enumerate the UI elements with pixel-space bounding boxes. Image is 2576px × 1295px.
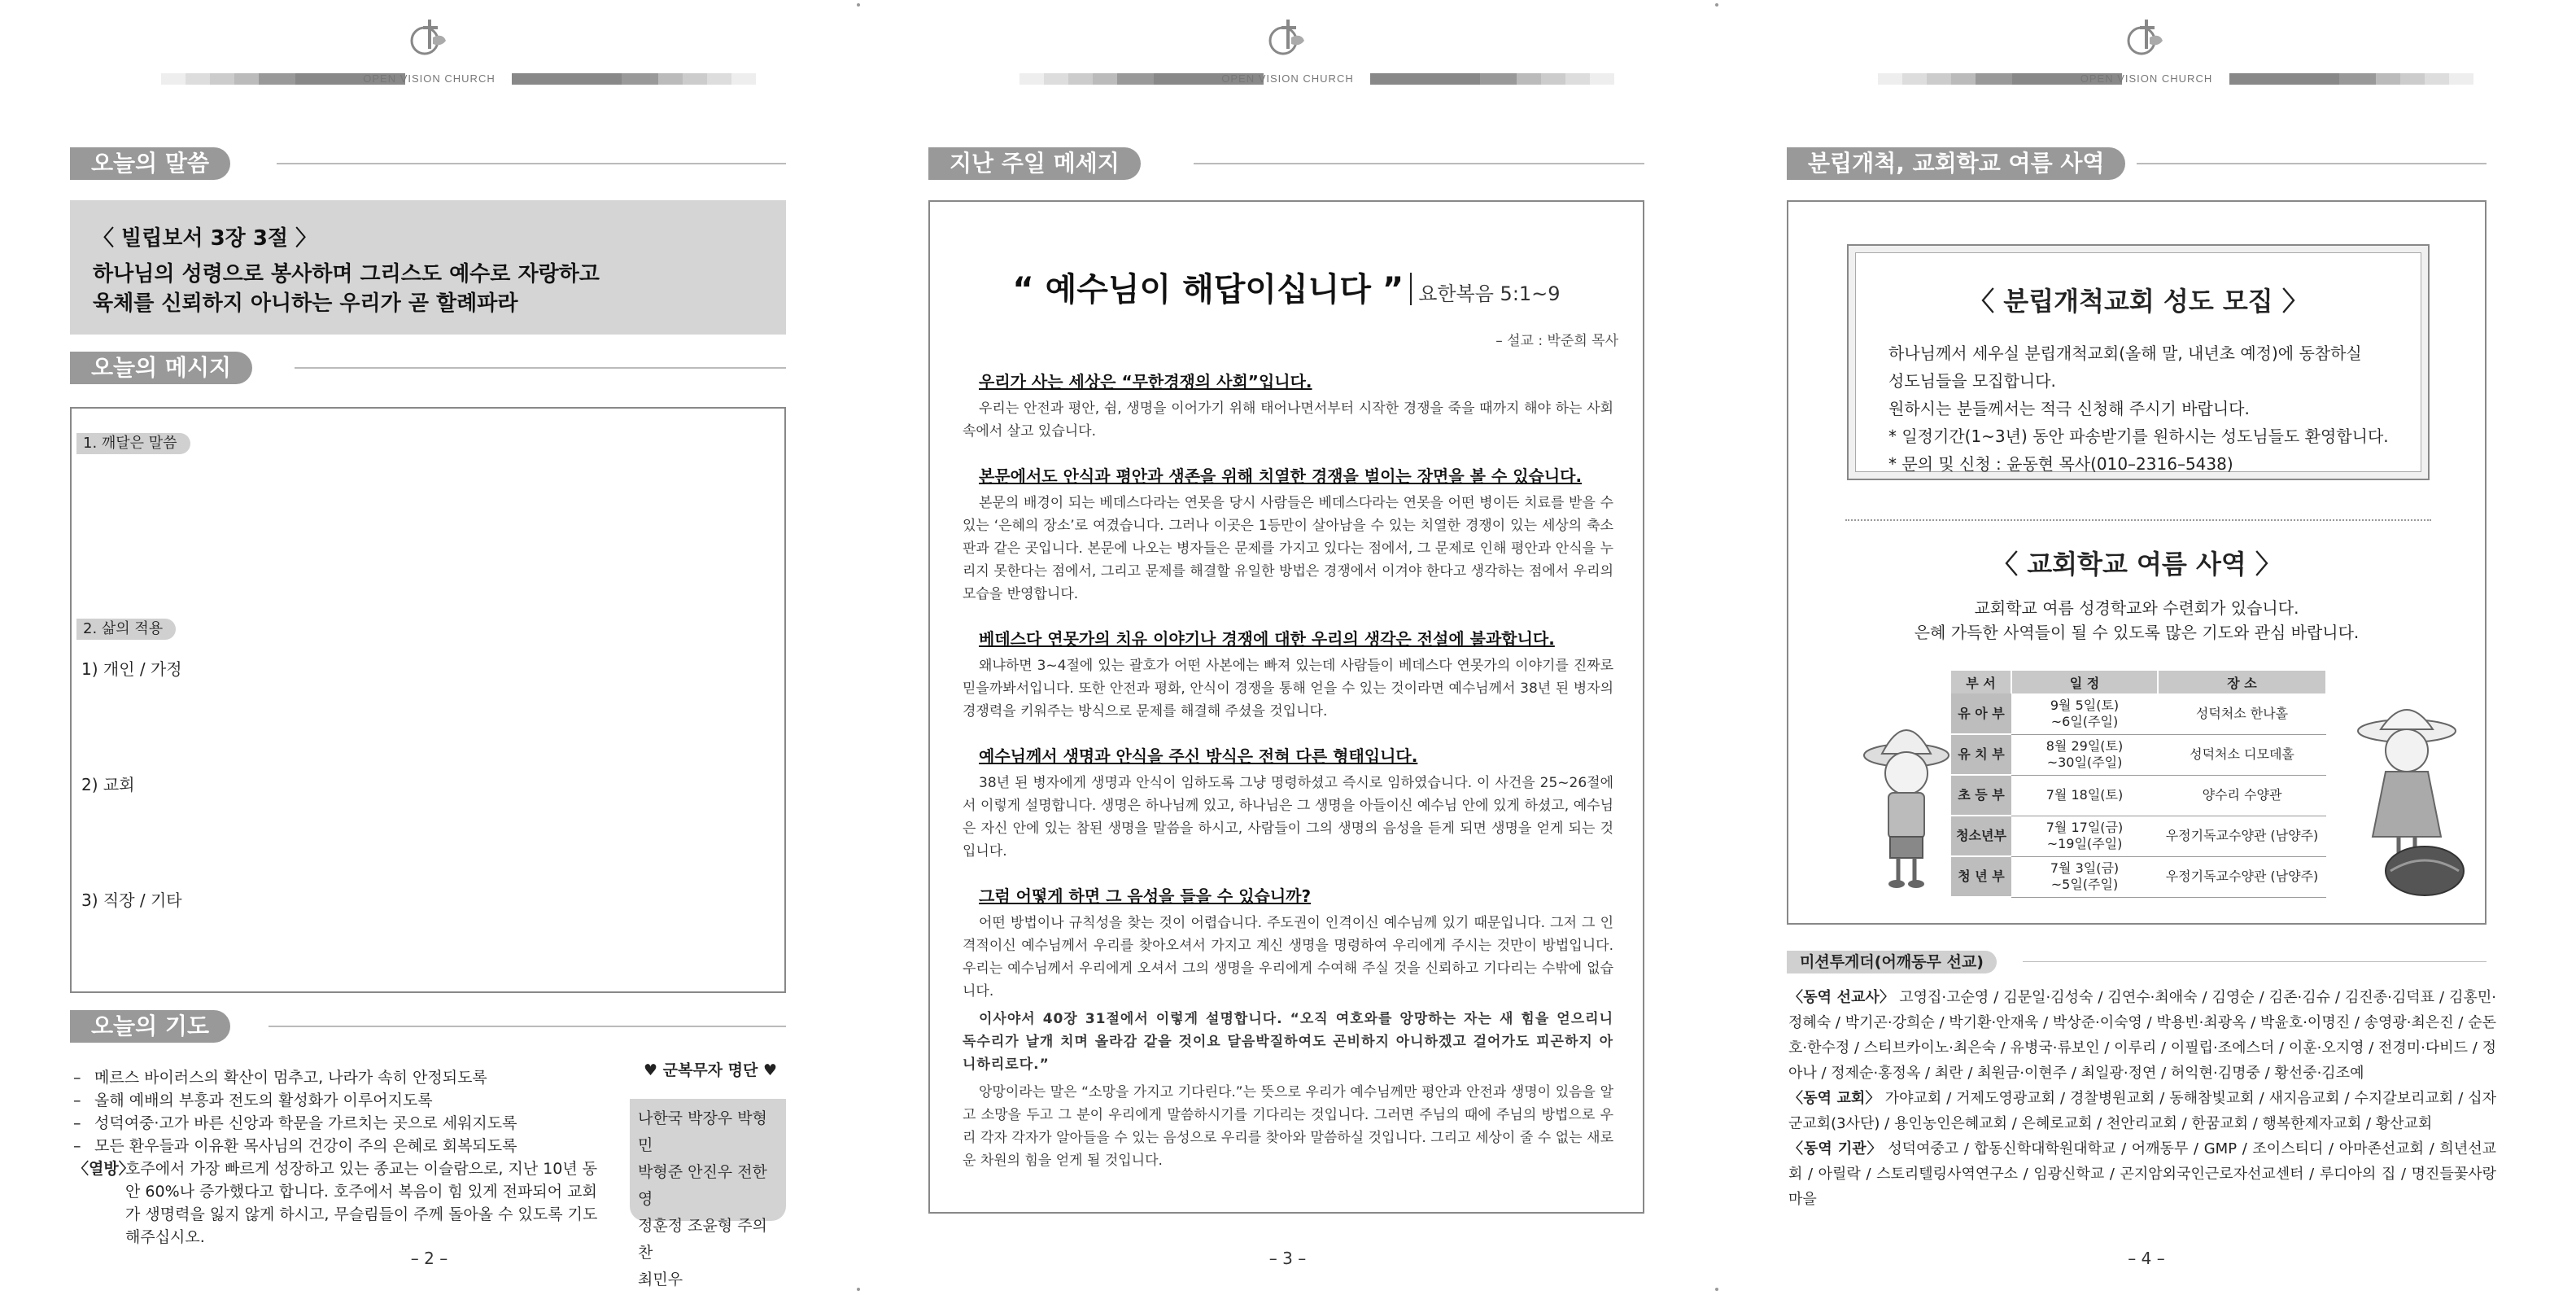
military-row: 박형준 안진우 전한영 — [638, 1163, 767, 1208]
page-4 — [1717, 0, 2576, 1295]
page-2 — [0, 0, 858, 1295]
kid-girl-illustration-icon — [2350, 690, 2472, 902]
table-row — [1951, 816, 2326, 856]
military-list-title: ♥ 군복무자 명단 ♥ — [643, 1061, 778, 1079]
school-desc-line: 교회학교 여름 성경학교와 수련회가 있습니다. — [1974, 598, 2299, 618]
mission-group-text: 성덕여중고 / 합동신학대학원대학교 / 어깨동무 / GMP / 조이스티디 / 아마존선교회 / 희년선교회 / 아릴락 / 스토리텔링사역연구소 / 임광신학교 / 곤지암외국인근로자선교센터 / 루디아의 집 / 명진들꽃사랑마을 — [1788, 1140, 2496, 1208]
place-cell: 우정기독교수양관 (남양주) — [2158, 856, 2326, 897]
dept-cell: 청 년 부 — [1951, 856, 2011, 897]
page-header — [858, 16, 1717, 85]
dept-cell: 청소년부 — [1951, 816, 2011, 856]
sermon-preacher: – 설교 : 박준희 목사 — [1495, 333, 1618, 349]
table-row — [1951, 856, 2326, 897]
date-cell: 9월 5일(토) ~6일(주일) — [2011, 693, 2158, 734]
crop-mark — [1715, 1288, 1718, 1291]
section-tab-word: 오늘의 말씀 — [70, 147, 230, 180]
table-header-row — [1951, 671, 2326, 693]
mission-group-text: 고영집·고순영 / 김문일·김성숙 / 김연수·최애숙 / 김영순 / 김존·김슈 / 김진종·김덕표 / 김홍민·정혜숙 / 박기곤·강희순 / 박기환·안재욱 / 박상준·이숙영 / 박용빈·최광옥 / 박윤호·이명진 / 송영광·최은진 / 순돈호·한수정 / 스티브카이노·최은숙 / 유병국·류보인 / 이루리 / 이필립·조에스더 / 이훈·오지영 / 전경미·다비드 / 정아나 / 정제순·홍정옥 / 최란 / 최원금·이현주 / 최일광·정연 / 허익현·김명중 / 황선중·김조예 — [1788, 989, 2496, 1082]
recruit-title: 〈 분립개척교회 성도 모집 〉 — [1968, 286, 2308, 317]
header-bar-right — [512, 73, 756, 85]
prayer-special-label: 〈열방〉 — [73, 1160, 134, 1178]
church-logo-icon — [2122, 16, 2171, 57]
mission-group-text: 가야교회 / 거제도영광교회 / 경찰병원교회 / 동해참빛교회 / 새지음교회 / 수지갈보리교회 / 십자군교회(3사단) / 용인농인은혜교회 / 은혜로교회 / 천안리교회 / 한꿈교회 / 행복한제자교회 / 황산교회 — [1788, 1090, 2496, 1132]
table-header: 부 서 — [1951, 671, 2011, 693]
mission-body — [1788, 985, 2496, 1212]
sermon-paragraph: 앙망이라는 말은 “소망을 가지고 기다린다.”는 뜻으로 우리가 예수님께만 평안과 안전과 생명이 있음을 알고 소망을 두고 그 분이 우리에게 말씀하시기를 기다리는 것입니다. 그러면 주님의 때에 주님의 방법으로 우리 각자 각자가 알아들을 수 있는 음성으로 우리를 찾아와 말씀하실 것입니다. 그리고 세상이 줄 수 없는 새로운 차원의 힘을 얻게 될 것입니다. — [963, 1084, 1613, 1169]
table-row — [1951, 734, 2326, 775]
verse-line: 육체를 신뢰하지 아니하는 우리가 곧 할례파라 — [93, 291, 518, 316]
table-header: 장 소 — [2158, 671, 2326, 693]
header-bar-right — [2229, 73, 2473, 85]
prayer-special — [73, 1157, 610, 1249]
verse-line: 하나님의 성령으로 봉사하며 그리스도 예수로 자랑하고 — [93, 262, 600, 287]
church-name: OPEN VISION CHURCH — [2080, 72, 2213, 85]
sermon-heading: 베데스다 연못가의 치유 이야기나 경쟁에 대한 우리의 생각은 전설에 불과합니다. — [979, 629, 1555, 649]
dept-cell: 초 등 부 — [1951, 775, 2011, 816]
crop-mark — [857, 1288, 860, 1291]
mission-group — [1788, 985, 2496, 1086]
sermon-paragraph: 어떤 방법이나 규칙성을 찾는 것이 어렵습니다. 주도권이 인격이신 예수님께 있기 때문입니다. 그저 그 인격적이신 예수님께서 우리를 찾아오셔서 가지고 계신 생명을 명령하여 우리에게 주시는 것만이 방법입니다. 우리는 예수님께서 우리에게 오셔서 그의 생명을 우리에게 수여해 주실 것을 신뢰하고 기다리는 수밖에 없습니다. — [963, 915, 1613, 1000]
crop-mark — [857, 3, 860, 7]
mission-group — [1788, 1136, 2496, 1212]
recruit-line: 원하시는 분들께서는 적극 신청해 주시기 바랍니다. — [1888, 399, 2250, 418]
apply-item-work: 3) 직장 / 기타 — [81, 890, 182, 910]
page-number: – 2 – — [410, 1249, 448, 1268]
place-cell: 우정기독교수양관 (남양주) — [2158, 816, 2326, 856]
recruit-body — [1888, 339, 2389, 478]
mission-group-label: 〈동역 기관〉 — [1788, 1140, 1883, 1157]
table-row — [1951, 693, 2326, 734]
page-3 — [858, 0, 1717, 1295]
sermon-paragraph: 38년 된 병자에게 생명과 안식이 임하도록 그냥 명령하셨고 즉시로 임하였습니다. 이 사건을 25~26절에서 이렇게 설명합니다. 생명은 하나님께 있고, 하나님은 그 생명을 아들이신 예수님 안에 있게 하셨고, 예수님은 자신 안에 있는 참된 생명을 말씀을 하시고, 사람들이 그의 생명의 음성을 듣게 되면 생명을 얻게 되는 것입니다. — [963, 775, 1613, 860]
schedule-table — [1951, 671, 2327, 898]
church-logo-icon — [405, 16, 454, 57]
mission-group-label: 〈동역 교회〉 — [1788, 1090, 1880, 1107]
header-bar-right — [1370, 73, 1614, 85]
sermon-heading: 우리가 사는 세상은 “무한경쟁의 사회”입니다. — [979, 372, 1312, 392]
dotted-divider — [1845, 519, 2431, 521]
tab-divider — [2023, 961, 2486, 962]
page-number: – 3 – — [1268, 1249, 1307, 1268]
page-header — [0, 16, 858, 85]
prayer-list — [73, 1066, 610, 1249]
date-cell: 7월 3일(금) ~5일(주일) — [2011, 856, 2158, 897]
sermon-box — [928, 200, 1644, 1214]
military-row: 최민우 — [638, 1271, 683, 1288]
military-row: 나한국 박장우 박형민 — [638, 1109, 767, 1154]
prayer-item: – 올해 예배의 부흥과 전도의 활성화가 이루어지도록 — [73, 1089, 610, 1112]
church-name: OPEN VISION CHURCH — [363, 72, 496, 85]
sermon-quote: 이사야서 40장 31절에서 이렇게 설명합니다. “오직 여호와를 앙망하는 자는 새 힘을 얻으리니 독수리가 날개 치며 올라감 같을 것이요 달음박질하여도 곤비하지 아니하겠고 걸어가도 피곤하지 아니하리로다.” — [963, 1011, 1613, 1073]
realize-label: 1. 깨달은 말씀 — [76, 433, 190, 454]
mission-group — [1788, 1086, 2496, 1136]
dept-cell: 유 치 부 — [1951, 734, 2011, 775]
table-row — [1951, 775, 2326, 816]
prayer-item: – 성덕여중·고가 바른 신앙과 학문을 가르치는 곳으로 세워지도록 — [73, 1112, 610, 1135]
prayer-item: – 메르스 바이러스의 확산이 멈추고, 나라가 속히 안정되도록 — [73, 1066, 610, 1089]
church-name: OPEN VISION CHURCH — [1221, 72, 1354, 85]
military-row: 정훈정 조윤형 주의찬 — [638, 1217, 767, 1262]
recruit-line: * 문의 및 신청 : 윤동현 목사(010–2316–5438) — [1888, 454, 2233, 474]
recruit-line: 성도님들을 모집합니다. — [1888, 371, 2056, 391]
school-description — [1788, 596, 2485, 645]
sermon-title: “ 예수님이 해답이십니다 ” — [1012, 271, 1404, 308]
title-separator — [1410, 273, 1412, 305]
crop-mark — [1715, 3, 1718, 7]
church-logo-icon — [1264, 16, 1312, 57]
tab-divider — [295, 367, 786, 369]
place-cell: 성덕처소 디모데홀 — [2158, 734, 2326, 775]
page-header — [1717, 16, 2576, 85]
recruit-line: * 일정기간(1~3년) 동안 파송받기를 원하시는 성도님들도 환영합니다. — [1888, 427, 2389, 446]
recruit-inner — [1855, 252, 2421, 472]
sermon-paragraph: 우리는 안전과 평안, 쉼, 생명을 이어가기 위해 태어나면서부터 시작한 경쟁을 죽을 때까지 해야 하는 사회 속에서 살고 있습니다. — [963, 400, 1613, 440]
sermon-paragraph: 본문의 배경이 되는 베데스다라는 연못을 당시 사람들은 베데스다라는 연못을 어떤 병이든 치료를 받을 수 있는 ‘은혜의 장소’로 여겼습니다. 그러나 이곳은 1등만이 살아남을 수 있는 치열한 경쟁이 있는 세상의 축소판과 같은 곳입니다. 본문에 나오는 병자들은 문제를 가지고 있다는 점에서, 그 문제로 인해 평안과 안식을 누리지 못한다는 점에서, 그리고 문제를 해결할 유일한 방법은 경쟁에서 이겨야 한다고 생각하는 점에서 우리의 모습을 반영합니다. — [963, 495, 1613, 602]
kid-boy-illustration-icon — [1862, 707, 1951, 894]
sermon-title-row — [930, 264, 1643, 310]
prayer-special-text: 호주에서 가장 빠르게 성장하고 있는 종교는 이슬람으로, 지난 10년 동안 60%나 증가했다고 합니다. 호주에서 복음이 힘 있게 전파되어 교회가 생명력을 잃지 않게 하시고, 무슬림들이 주께 돌아올 수 있도록 기도해주십시오. — [125, 1160, 598, 1246]
date-cell: 7월 18일(토) — [2011, 775, 2158, 816]
tab-divider — [1194, 163, 1644, 164]
apply-item-personal: 1) 개인 / 가정 — [81, 659, 182, 679]
section-tab-prayer: 오늘의 기도 — [70, 1010, 230, 1043]
section-tab-message: 오늘의 메시지 — [70, 352, 252, 384]
school-title: 〈 교회학교 여름 사역 〉 — [1992, 549, 2281, 580]
date-cell: 8월 29일(토) ~30일(주일) — [2011, 734, 2158, 775]
apply-label: 2. 삶의 적용 — [76, 619, 176, 640]
section-tab-last-sermon: 지난 주일 메세지 — [928, 147, 1141, 180]
page-number: – 4 – — [2128, 1249, 2165, 1268]
mission-group-label: 〈동역 선교사〉 — [1788, 989, 1895, 1006]
apply-item-church: 2) 교회 — [81, 775, 135, 794]
place-cell: 양수리 수양관 — [2158, 775, 2326, 816]
table-header: 일 정 — [2011, 671, 2158, 693]
sermon-heading: 본문에서도 안식과 평안과 생존을 위해 치열한 경쟁을 벌이는 장면을 볼 수 있습니다. — [979, 466, 1583, 486]
military-list-box — [630, 1099, 786, 1288]
sermon-body — [963, 371, 1613, 1172]
summer-box — [1787, 200, 2486, 925]
recruit-line: 하나님께서 세우실 분립개척교회(올해 말, 내년초 예정)에 동참하실 — [1888, 343, 2362, 363]
sermon-heading: 예수님께서 생명과 안식을 주신 방식은 전혀 다른 형태입니다. — [979, 746, 1418, 766]
recruit-box — [1847, 244, 2430, 480]
prayer-item: – 모든 환우들과 이유환 목사님의 건강이 주의 은혜로 회복되도록 — [73, 1135, 610, 1157]
date-cell: 7월 17일(금) ~19일(주일) — [2011, 816, 2158, 856]
place-cell: 성덕처소 한나홀 — [2158, 693, 2326, 734]
sermon-scripture: 요한복음 5:1~9 — [1418, 282, 1561, 305]
section-tab-summer: 분립개척, 교회학교 여름 사역 — [1787, 147, 2125, 180]
dept-cell: 유 아 부 — [1951, 693, 2011, 734]
tab-divider — [277, 163, 786, 164]
sermon-paragraph: 왜냐하면 3~4절에 있는 괄호가 어떤 사본에는 빠져 있는데 사람들이 베데스다 연못가의 이야기를 진짜로 믿을까봐서입니다. 또한 안전과 평화, 안식이 경쟁을 통해 얻을 수 있는 것이라면 예수님께서 38년 된 병자의 경쟁력을 키워주는 방식으로 문제를 해결해 주셨을 것입니다. — [963, 658, 1613, 720]
verse-reference: 〈 빌립보서 3장 3절 〉 — [93, 226, 317, 251]
tab-divider — [2137, 163, 2486, 164]
message-notes-box — [70, 407, 786, 993]
mission-tab: 미션투게더(어깨동무 선교) — [1787, 951, 1997, 973]
school-desc-line: 은혜 가득한 사역들이 될 수 있도록 많은 기도와 관심 바랍니다. — [1914, 623, 2360, 642]
verse-box — [70, 200, 786, 335]
sermon-heading: 그럼 어떻게 하면 그 음성을 들을 수 있습니까? — [979, 886, 1312, 906]
tab-divider — [269, 1026, 786, 1027]
